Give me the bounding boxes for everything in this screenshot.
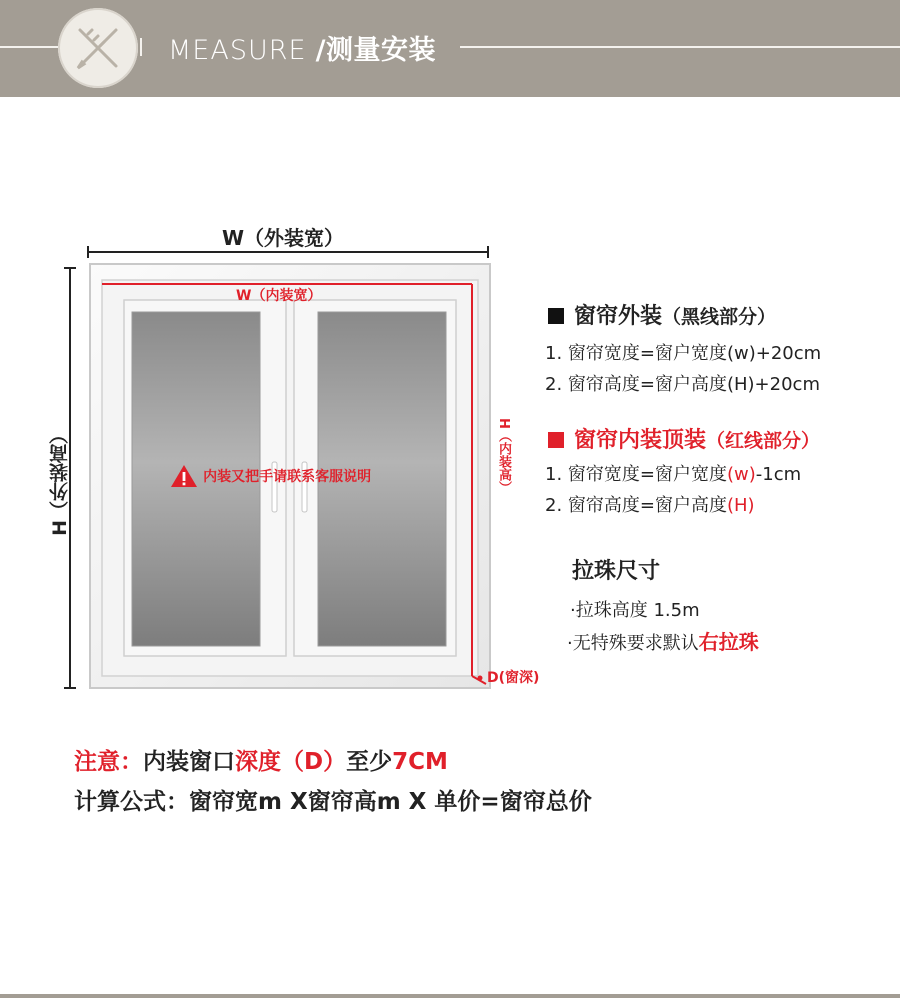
header-tick: [140, 38, 142, 56]
page-title: [168, 28, 436, 67]
page-title-cn: /测量安装: [315, 35, 437, 66]
inner-height-label: H（内装高）: [496, 418, 511, 494]
outer-width-label: W（外装宽）: [222, 226, 345, 250]
pull-bead-height: ·拉珠高度 1.5m: [570, 600, 700, 621]
outer-height-label: H（外装高）: [49, 425, 71, 536]
header-divider-right: [460, 46, 900, 48]
warning-text: 内装又把手请联系客服说明: [203, 469, 372, 485]
red-square-icon: [548, 432, 564, 448]
pull-bead-default: ·无特殊要求默认右拉珠: [567, 630, 759, 654]
inner-install-title: 窗帘内装顶装（红线部分）: [548, 423, 820, 454]
logo-badge: [58, 8, 138, 88]
warning-notice: [170, 464, 371, 488]
inner-width-formula: 1. 窗帘宽度=窗户宽度(w)-1cm: [545, 464, 802, 485]
price-formula: 计算公式：窗帘宽m X窗帘高m X 单价=窗帘总价: [74, 789, 592, 815]
ruler-pencil-icon: [70, 20, 126, 76]
footer-divider: [0, 994, 900, 998]
outer-width-formula: 1. 窗帘宽度=窗户宽度(w)+20cm: [545, 343, 822, 364]
black-square-icon: [548, 308, 564, 324]
header-divider-left: [0, 46, 60, 48]
page-title-en: MEASURE: [168, 35, 307, 66]
inner-width-label: W（内装宽）: [236, 288, 322, 304]
warning-triangle-icon: [170, 464, 198, 488]
outer-height-formula: 2. 窗帘高度=窗户高度(H)+20cm: [545, 374, 820, 395]
inner-height-formula: 2. 窗帘高度=窗户高度(H): [545, 495, 755, 516]
outer-install-title: 窗帘外装（黑线部分）: [548, 299, 776, 330]
header-bar: [0, 0, 900, 97]
depth-label: D(窗深): [487, 670, 540, 686]
attention-note: 注意：内装窗口深度（D）至少7CM: [74, 749, 448, 775]
pull-bead-title: 拉珠尺寸: [572, 559, 661, 584]
